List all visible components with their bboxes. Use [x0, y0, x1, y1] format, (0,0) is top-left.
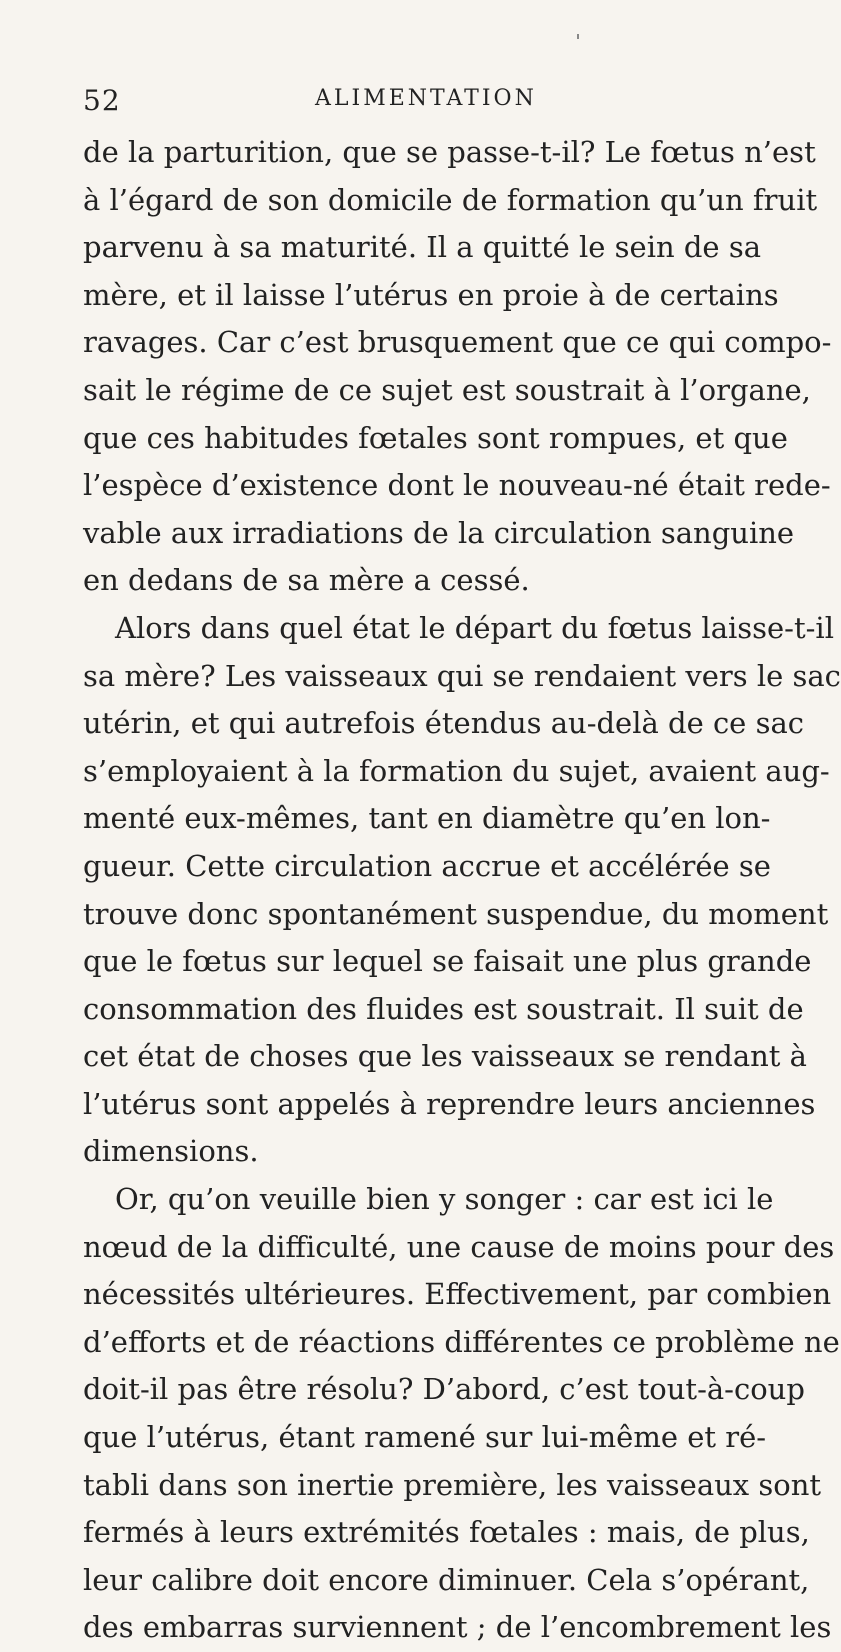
text-line: mère, et il laisse l’utérus en proie à de certains — [83, 277, 779, 312]
paragraph-start-line: Or, qu’on veuille bien y songer : car est ici le — [115, 1182, 774, 1217]
text-line: d’efforts et de réactions différentes ce problème ne — [83, 1324, 840, 1359]
text-line: des embarras surviennent ; de l’encombrement les — [83, 1610, 832, 1645]
paper-speck — [577, 34, 579, 39]
text-line: en dedans de sa mère a cessé. — [83, 563, 530, 598]
text-line: doit-il pas être résolu? D’abord, c’est tout-à-coup — [83, 1372, 805, 1407]
text-line: s’employaient à la formation du sujet, avaient aug- — [83, 753, 830, 788]
text-line: vable aux irradiations de la circulation sanguine — [83, 515, 795, 550]
text-line: l’utérus sont appelés à reprendre leurs anciennes — [83, 1086, 816, 1121]
running-title: ALIMENTATION — [315, 86, 537, 111]
text-line: que l’utérus, étant ramené sur lui-même et ré- — [83, 1420, 767, 1455]
text-line: cet état de choses que les vaisseaux se rendant à — [83, 1039, 807, 1074]
text-line: menté eux-mêmes, tant en diamètre qu’en lon- — [83, 801, 771, 836]
body-text — [83, 129, 841, 1652]
text-line: nœud de la difficulté, une cause de moins pour des — [83, 1229, 835, 1264]
text-line: utérin, et qui autrefois étendus au-delà de ce sac — [83, 706, 804, 741]
text-line: de la parturition, que se passe-t-il? Le fœtus n’est — [83, 135, 816, 169]
page-header — [83, 84, 761, 124]
page-number: 52 — [83, 84, 121, 117]
text-line: à l’égard de son domicile de formation qu’un fruit — [83, 182, 818, 217]
text-line: nécessités ultérieures. Effectivement, par combien — [83, 1277, 832, 1312]
text-line: gueur. Cette circulation accrue et accélérée se — [83, 848, 771, 883]
text-line: leur calibre doit encore diminuer. Cela s’opérant, — [83, 1562, 810, 1597]
text-line: que le fœtus sur lequel se faisait une plus grande — [83, 944, 812, 979]
text-line: sait le régime de ce sujet est soustrait à l’organe, — [83, 372, 811, 407]
text-line: sa mère? Les vaisseaux qui se rendaient vers le sac — [83, 658, 841, 693]
paragraph-start-line: Alors dans quel état le départ du fœtus laisse-t-il — [115, 610, 834, 645]
text-line: trouve donc spontanément suspendue, du moment — [83, 896, 829, 931]
text-line: consommation des fluides est soustrait. Il suit de — [83, 991, 804, 1026]
text-line: que ces habitudes fœtales sont rompues, et que — [83, 420, 788, 455]
text-line: parvenu à sa maturité. Il a quitté le sein de sa — [83, 230, 761, 265]
text-line: tabli dans son inertie première, les vaisseaux sont — [83, 1467, 822, 1502]
text-line: l’espèce d’existence dont le nouveau-né était rede- — [83, 468, 831, 503]
text-line: ravages. Car c’est brusquement que ce qui compo- — [83, 325, 832, 360]
text-line: fermés à leurs extrémités fœtales : mais, de plus, — [83, 1515, 810, 1550]
text-line: dimensions. — [83, 1134, 259, 1169]
